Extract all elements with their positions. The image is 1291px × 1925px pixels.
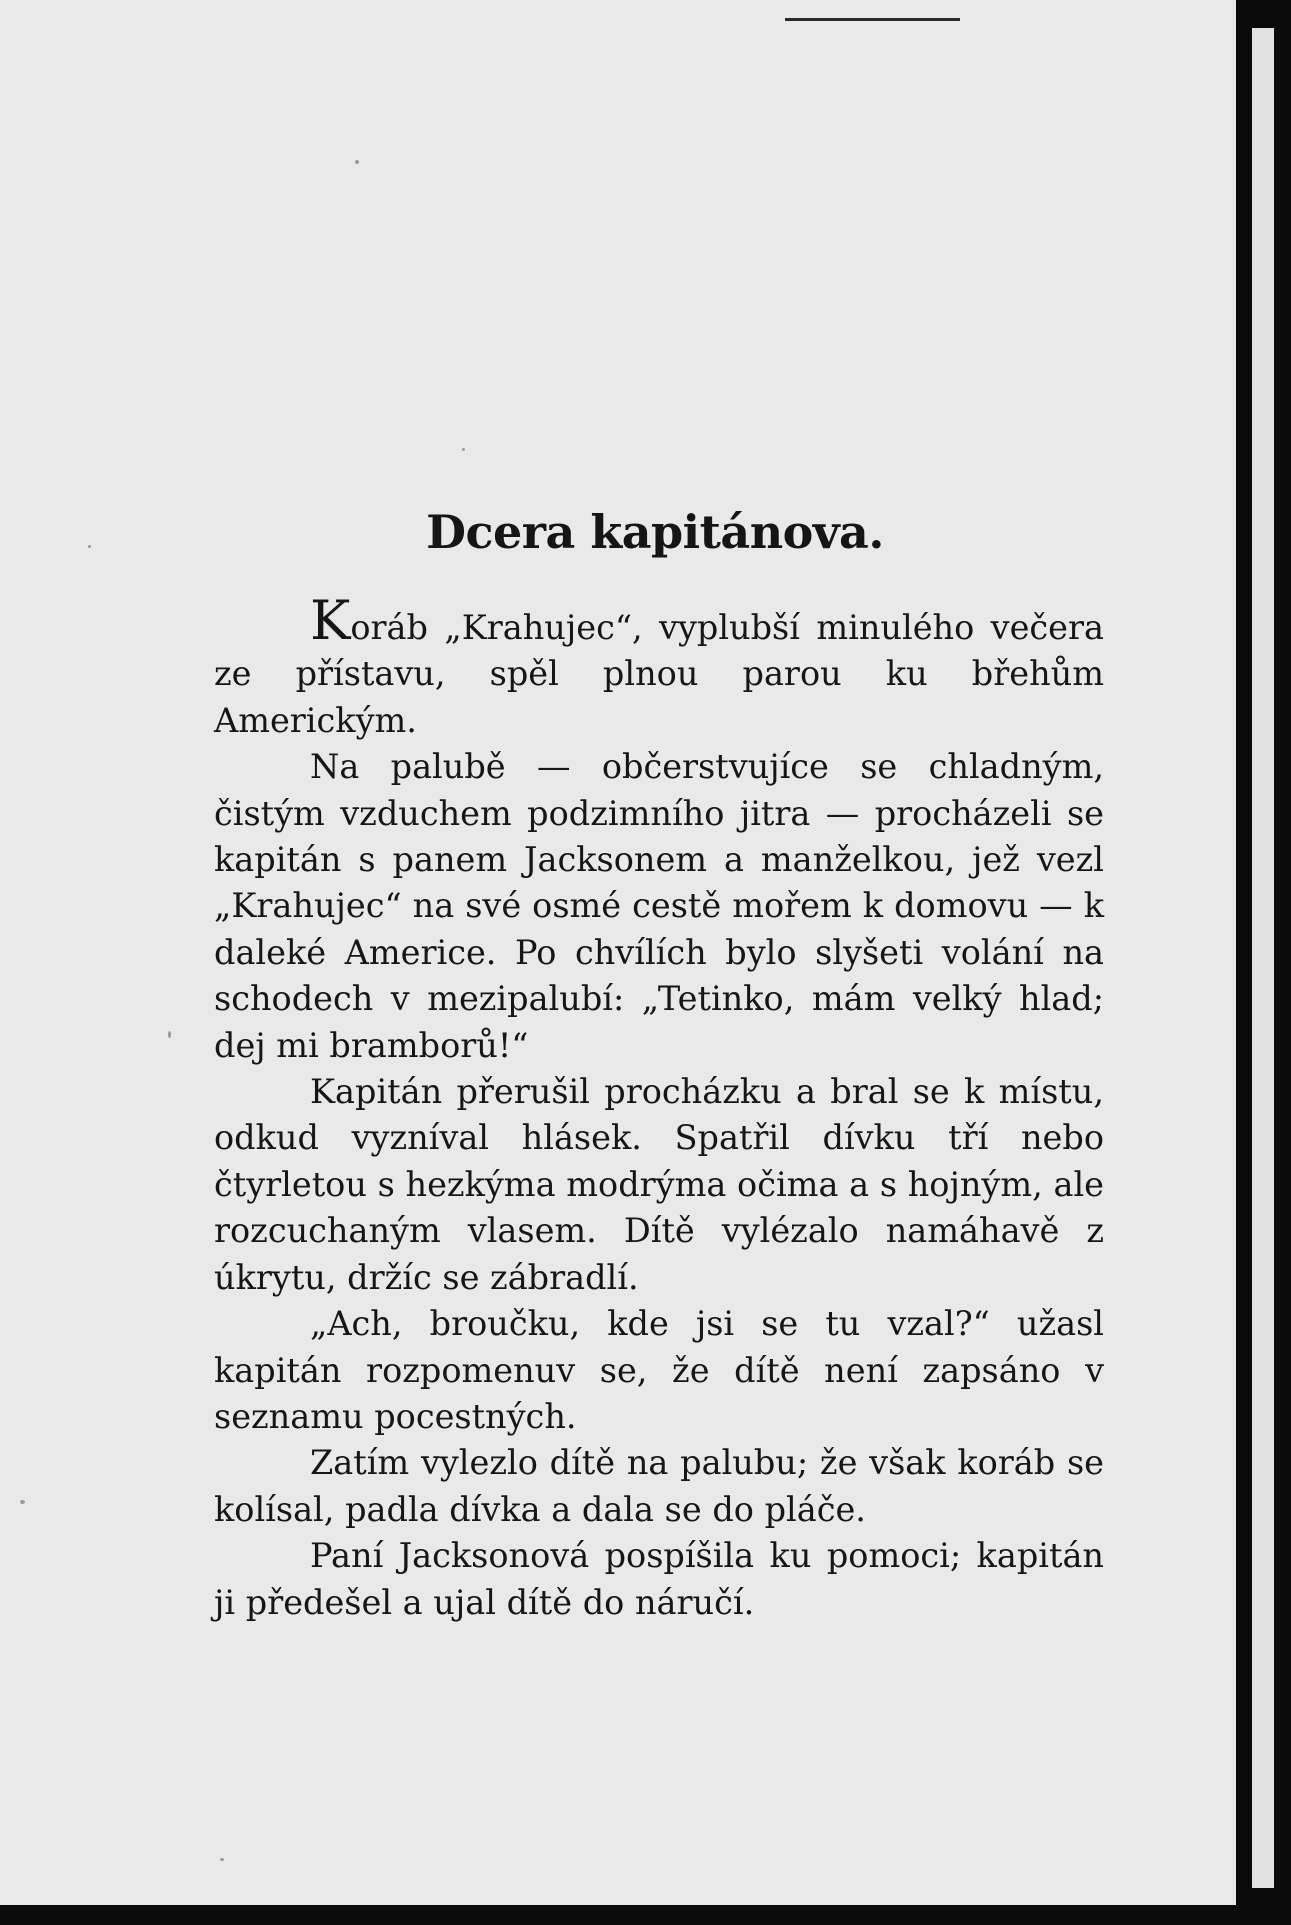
paragraph: Koráb „Krahujec“, vyplubší minulého večera ze přístavu, spěl plnou parou ku břehům Americkým. — [214, 589, 1104, 740]
paragraph: Paní Jacksonová pospíšila ku pomoci; kapitán ji předešel a ujal dítě do náručí. — [214, 1536, 1104, 1622]
body-text — [214, 589, 1104, 1626]
chapter-title: Dcera kapitánova. — [426, 505, 884, 559]
paper-speck — [20, 1500, 25, 1504]
paragraph: Na palubě — občerstvujíce se chladným, čistým vzduchem podzimního jitra — procházeli se kapitán s panem Jacksonem a manželkou, jež vezl „Krahujec“ na své osmé cestě mořem k domovu — k daleké Americe. Po chvílích bylo slyšeti volání na schodech v mezipalubí: „Tetinko, mám velký hlad; dej mi bramborů!“ — [214, 747, 1104, 1065]
paper-speck — [355, 160, 359, 164]
paper-speck — [462, 448, 465, 451]
facing-page-edge — [1252, 28, 1274, 1888]
paragraph: Zatím vylezlo dítě na palubu; že však koráb se kolísal, padla dívka a dala se do pláče. — [214, 1443, 1104, 1529]
top-edge-mark — [785, 18, 960, 21]
drop-cap: K — [310, 589, 351, 652]
paragraph: „Ach, broučku, kde jsi se tu vzal?“ užasl kapitán rozpomenuv se, že dítě není zapsáno v seznamu pocestných. — [214, 1304, 1104, 1436]
paragraph: Kapitán přerušil procházku a bral se k místu, odkud vyzníval hlásek. Spatřil dívku tří nebo čtyrletou s hezkýma modrýma očima a s hojným, ale rozcuchaným vlasem. Dítě vylézalo namáhavě z úkrytu, držíc se zábradlí. — [214, 1072, 1104, 1297]
paper-speck — [168, 1031, 171, 1038]
paper-speck — [220, 1858, 224, 1861]
